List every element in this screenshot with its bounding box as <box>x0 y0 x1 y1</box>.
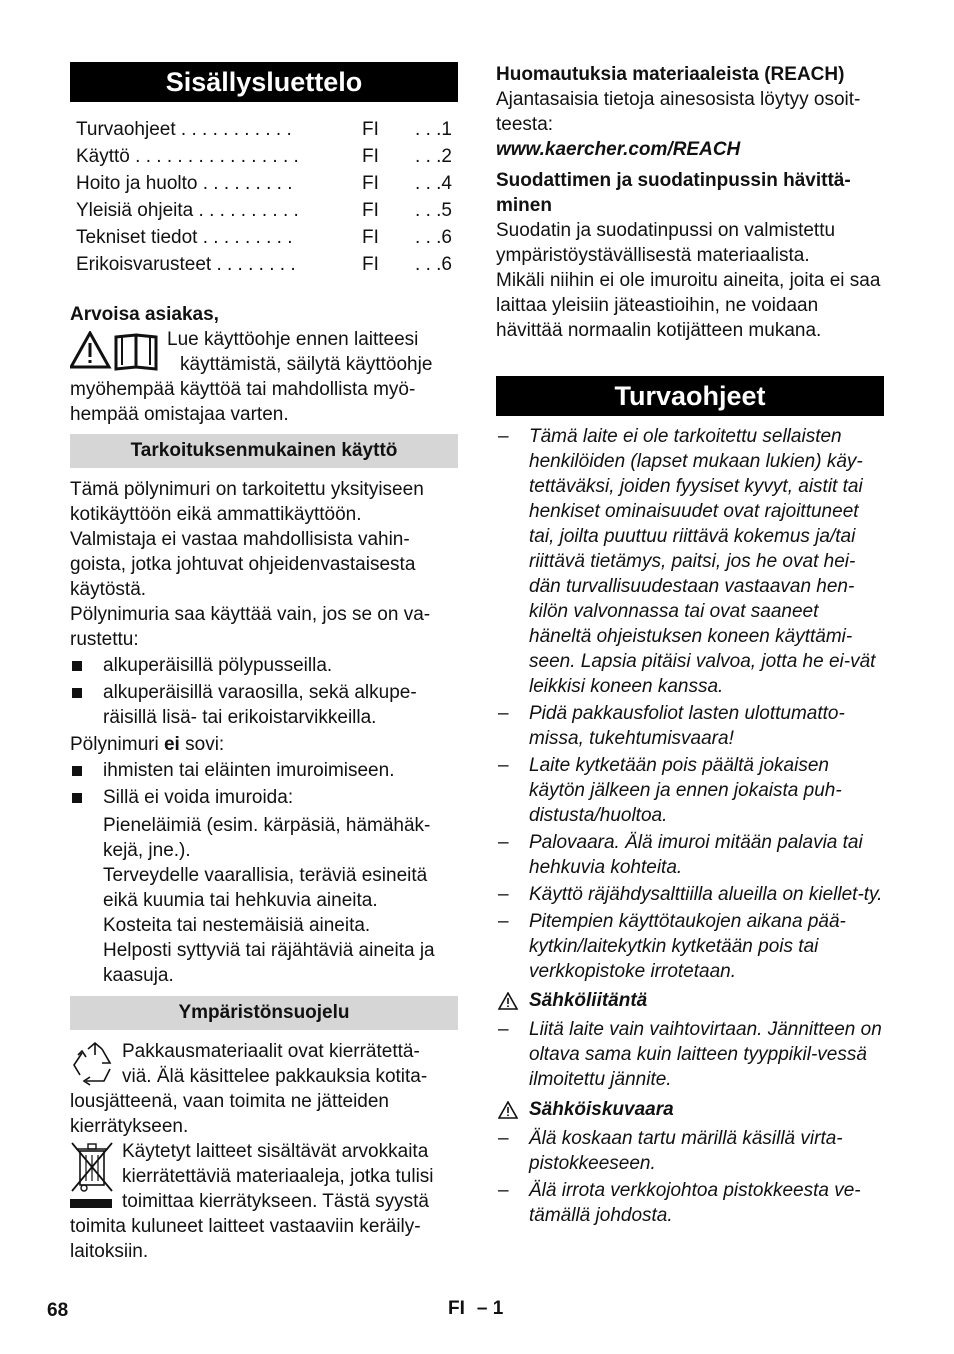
env-p1-rest: lousjätteenä, vaan toimita ne jätteiden kierrätykseen. <box>70 1091 389 1137</box>
env-p2-rest: toimita kuluneet laitteet vastaaviin keräily-laitoksiin. <box>70 1216 421 1262</box>
toc-page: . . .6 <box>415 254 452 275</box>
toc-title: Tekniset tiedot . . . . . . . . . <box>76 227 293 248</box>
toc-lang: FI <box>362 254 379 275</box>
toc-row[interactable] <box>70 224 458 251</box>
toc-title: Hoito ja huolto . . . . . . . . . <box>76 173 293 194</box>
reach-heading: Huomautuksia materiaaleista (REACH) <box>496 64 845 85</box>
env-p2-line-3: toimittaa kierrätykseen. Tästä syystä <box>122 1191 429 1212</box>
toc-lang: FI <box>362 227 379 248</box>
list-item: – Liitä laite vain vaihtovirtaan. Jännitteen on oltava sama kuin laitteen tyyppikil-vessä ilmoitettu jännite. <box>498 1019 882 1090</box>
not-suitable-line: Pölynimuri ei sovi: <box>70 734 225 755</box>
list-item: Sillä ei voida imuroida: <box>70 785 458 810</box>
table-of-contents <box>70 116 458 278</box>
env-p2-line-1: Käytetyt laitteet sisältävät arvokkaita <box>122 1141 429 1162</box>
list-item: – Pitempien käyttötaukojen aikana pää-kytkin/laitekytkin kytketään pois tai verkkopistoke irrotetaan. <box>498 911 846 982</box>
toc-title: Erikoisvarusteet . . . . . . . . <box>76 254 296 275</box>
left-column <box>70 62 458 1264</box>
toc-row[interactable] <box>70 116 458 143</box>
toc-page: . . .4 <box>415 173 452 194</box>
list-item: – Palovaara. Älä imuroi mitään palavia tai hehkuvia kohteita. <box>498 832 863 878</box>
filter-p2: Mikäli niihin ei ole imuroitu aineita, joita ei saa laittaa yleisiin jäteastioihin, ne voidaan hävittää normaalin kotijätteen mukana. <box>496 270 881 341</box>
greeting: Arvoisa asiakas, <box>70 304 219 325</box>
indented-item: Helposti syttyviä tai räjähtäviä aineita ja kaasuja. <box>103 940 435 986</box>
intended-p1: Tämä pölynimuri on tarkoitettu yksityiseen kotikäyttöön eikä ammattikäyttöön. <box>70 479 424 525</box>
safety-banner: Turvaohjeet <box>496 376 884 416</box>
bullet-square-icon <box>72 661 82 671</box>
intended-p3: Pölynimuria saa käyttää vain, jos se on va-rustettu: <box>70 604 431 650</box>
toc-row[interactable] <box>70 170 458 197</box>
filter-heading: Suodattimen ja suodatinpussin hävittä-minen <box>496 170 851 216</box>
toc-lang: FI <box>362 200 379 221</box>
intended-use-heading: Tarkoituksenmukainen käyttö <box>70 434 458 468</box>
environment-heading: Ympäristönsuojelu <box>70 996 458 1030</box>
toc-title: Turvaohjeet . . . . . . . . . . . <box>76 119 292 140</box>
list-item: – Pidä pakkausfoliot lasten ulottumatto-missa, tukehtumisvaara! <box>498 703 845 749</box>
footer-section-page: – 1 <box>476 1298 504 1319</box>
list-item: ihmisten tai eläinten imuroimiseen. <box>70 758 458 783</box>
toc-row[interactable] <box>70 143 458 170</box>
intro-line-2: käyttämistä, säilytä käyttöohje <box>180 354 433 375</box>
env-p1-line-1: Pakkausmateriaalit ovat kierrätettä- <box>122 1041 420 1062</box>
right-column <box>496 62 884 1228</box>
weee-row <box>70 1139 458 1214</box>
footer-section <box>448 1296 503 1321</box>
toc-page: . . .5 <box>415 200 452 221</box>
bullet-square-icon <box>72 766 82 776</box>
indented-item: Pieneläimiä (esim. kärpäsiä, hämähäk-kejä, jne.). <box>103 815 431 861</box>
recycle-row <box>70 1039 458 1089</box>
shock-heading: Sähköiskuvaara <box>496 1097 884 1122</box>
crossed-bin-icon <box>70 1141 114 1211</box>
intro-rest: myöhempää käyttöä tai mahdollista myö-hempää omistajaa varten. <box>70 379 416 425</box>
toc-lang: FI <box>362 146 379 167</box>
safety-list <box>496 424 884 984</box>
list-item: alkuperäisillä varaosilla, sekä alkupe-räisillä lisä- tai erikoistarvikkeilla. <box>70 680 458 730</box>
bullet-square-icon <box>72 793 82 803</box>
intro-icon-row <box>70 327 458 377</box>
toc-page: . . .1 <box>415 119 452 140</box>
intended-p2: Valmistaja ei vastaa mahdollisista vahin-goista, jotka johtuvat ohjeidenvastaisesta käytöstä. <box>70 529 416 600</box>
toc-page: . . .6 <box>415 227 452 248</box>
toc-row[interactable] <box>70 197 458 224</box>
bullet-square-icon <box>72 688 82 698</box>
reach-text: Ajantasaisia tietoja ainesosista löytyy osoit-teesta: <box>496 89 861 135</box>
toc-lang: FI <box>362 173 379 194</box>
env-p2-line-2: kierrätettäviä materiaaleja, jotka tulisi <box>122 1166 434 1187</box>
indented-item: Kosteita tai nestemäisiä aineita. <box>103 915 371 936</box>
toc-page: . . .2 <box>415 146 452 167</box>
toc-title: Käyttö . . . . . . . . . . . . . . . . <box>76 146 299 167</box>
env-p1-line-2: viä. Älä käsittelee pakkauksia kotita- <box>122 1066 428 1087</box>
list-item: alkuperäisillä pölypusseilla. <box>70 653 458 678</box>
toc-title: Yleisiä ohjeita . . . . . . . . . . <box>76 200 299 221</box>
toc-lang: FI <box>362 119 379 140</box>
toc-banner: Sisällysluettelo <box>70 62 458 102</box>
warning-triangle-icon <box>498 1101 518 1119</box>
reach-url[interactable]: www.kaercher.com/REACH <box>496 139 741 160</box>
warning-manual-icon <box>70 331 160 371</box>
filter-p1: Suodatin ja suodatinpussi on valmistettu ympäristöystävällisestä materiaalista. <box>496 220 836 266</box>
list-item: – Älä irrota verkkojohtoa pistokkeesta ve-tämällä johdosta. <box>498 1180 861 1226</box>
indented-item: Terveydelle vaarallisia, teräviä esineitä eikä kuumia tai hehkuvia aineita. <box>103 865 428 911</box>
intro-line-1: Lue käyttöohje ennen laitteesi <box>167 329 419 350</box>
list-item: – Tämä laite ei ole tarkoitettu sellaisten henkilöiden (lapset mukaan lukien) käy-tettäväksi, joiden fyysiset kyvyt, aistit tai henkiset ominaisuudet ovat rajoittuneet tai, joilta puuttuu riittävä kokemus ja/tai riittävä tietämys, paitsi, jos he ovat hei-dän turvallisuudestaan vastaavan hen-kilön valvonnassa tai ovat saaneet häneltä ohjeistuksen koneen käyttämi-seen. Lapsia pitäisi valvoa, jotta he ei-vät leikkisi koneen kanssa. <box>498 426 876 697</box>
page-number: 68 <box>47 1300 69 1321</box>
warning-triangle-icon <box>498 992 518 1010</box>
recycle-icon <box>72 1041 118 1087</box>
list-item: – Älä koskaan tartu märillä käsillä virta-pistokkeeseen. <box>498 1128 843 1174</box>
electric-heading: Sähköliitäntä <box>496 988 884 1013</box>
footer-lang: FI <box>448 1298 465 1319</box>
toc-row[interactable] <box>70 251 458 278</box>
list-item: – Käyttö räjähdysalttiilla alueilla on kiellet-ty. <box>498 884 883 905</box>
list-item: – Laite kytketään pois päältä jokaisen käytön jälkeen ja ennen jokaista puh-distusta/huoltoa. <box>498 755 842 826</box>
